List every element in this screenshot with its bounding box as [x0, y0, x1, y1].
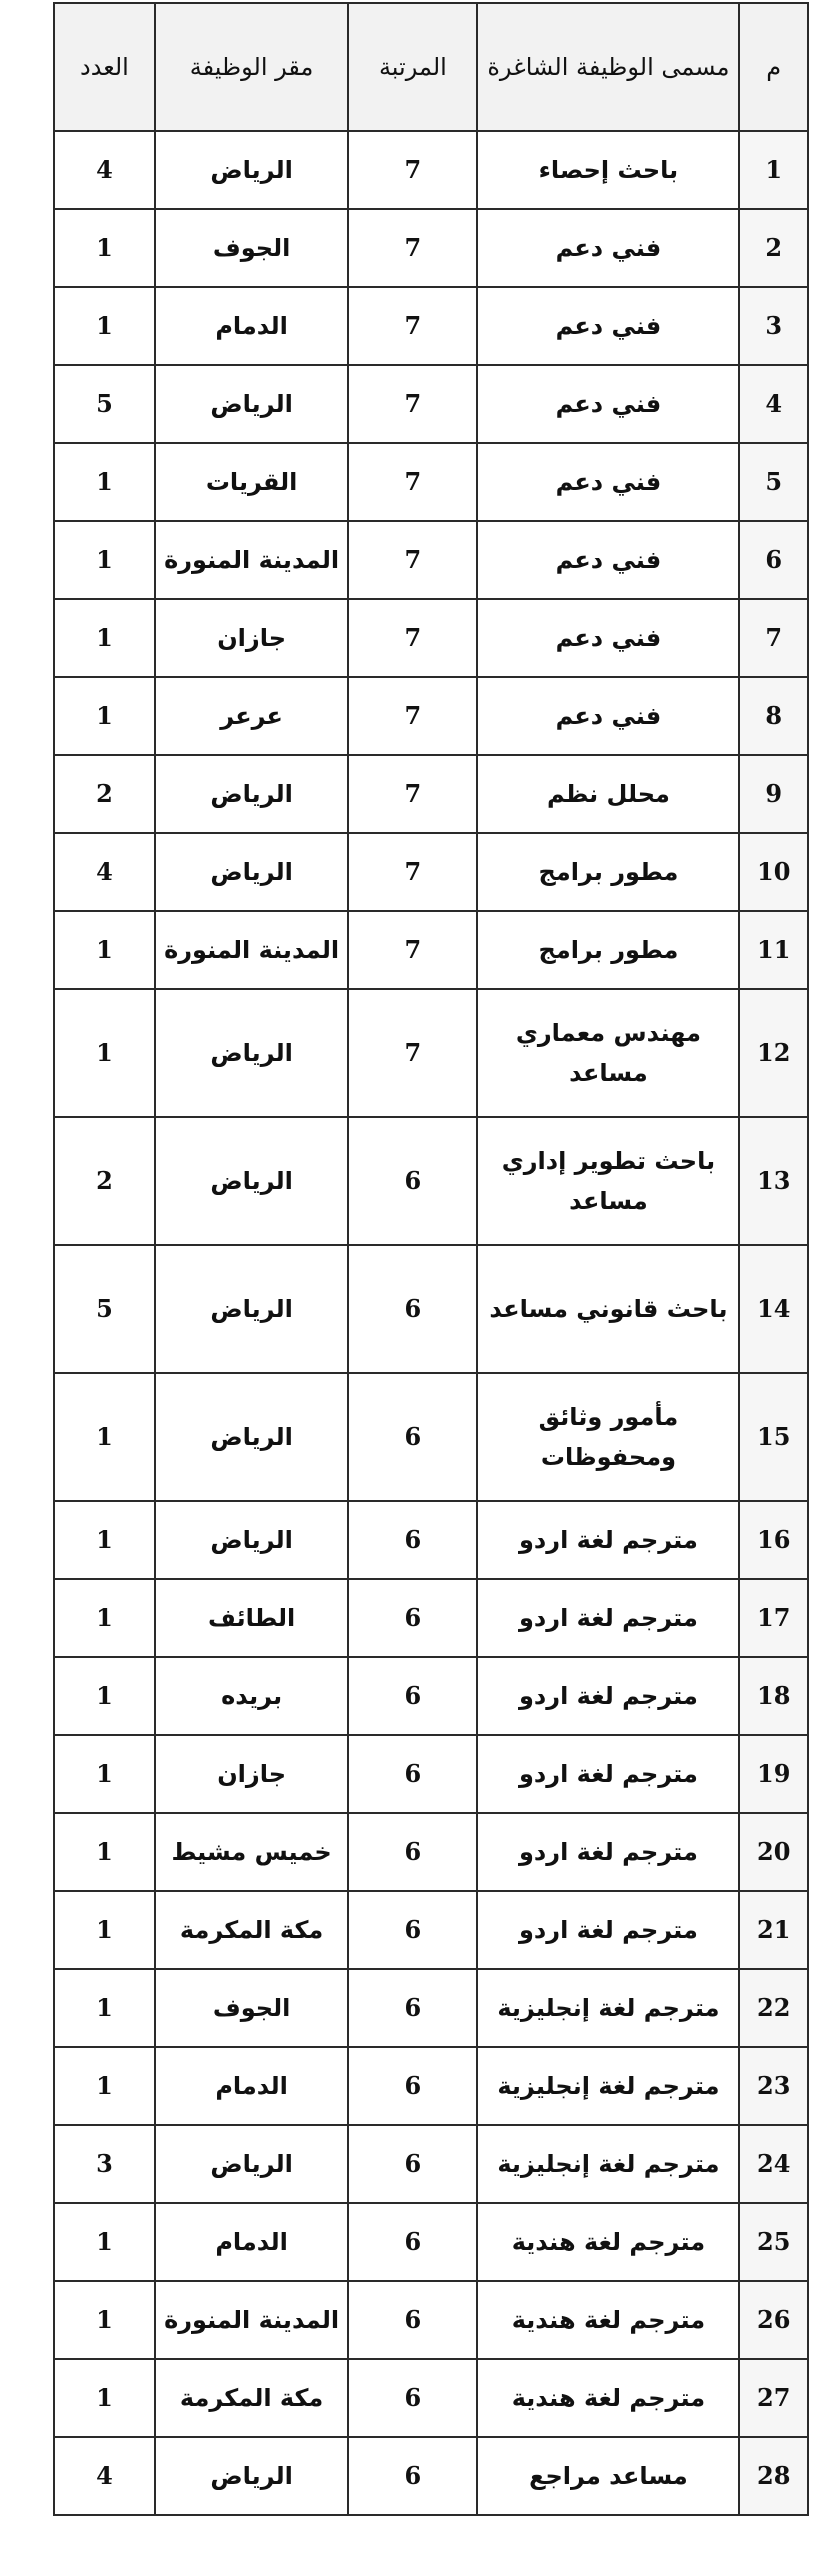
job-rank: 6 — [348, 1813, 477, 1891]
job-title: باحث إحصاء — [477, 131, 739, 209]
job-title: مترجم لغة اردو — [477, 1891, 739, 1969]
job-location: المدينة المنورة — [155, 911, 349, 989]
page-edge — [0, 2556, 829, 2560]
vacancy-count: 5 — [54, 365, 155, 443]
row-number: 23 — [739, 2047, 808, 2125]
row-number: 17 — [739, 1579, 808, 1657]
job-rank: 6 — [348, 2359, 477, 2437]
table-row — [54, 2125, 808, 2203]
job-rank: 6 — [348, 1969, 477, 2047]
job-location: جازان — [155, 599, 349, 677]
job-title: فني دعم — [477, 365, 739, 443]
row-number: 21 — [739, 1891, 808, 1969]
table-row — [54, 209, 808, 287]
table-row — [54, 2359, 808, 2437]
header-location: مقر الوظيفة — [155, 3, 349, 131]
table-row — [54, 2047, 808, 2125]
job-location: الدمام — [155, 2203, 349, 2281]
row-number: 1 — [739, 131, 808, 209]
job-location: الرياض — [155, 1501, 349, 1579]
job-title: محلل نظم — [477, 755, 739, 833]
row-number: 3 — [739, 287, 808, 365]
job-title: مترجم لغة اردو — [477, 1813, 739, 1891]
row-number: 25 — [739, 2203, 808, 2281]
job-location: الرياض — [155, 833, 349, 911]
table-row — [54, 911, 808, 989]
row-number: 9 — [739, 755, 808, 833]
row-number: 12 — [739, 989, 808, 1117]
table-row — [54, 1117, 808, 1245]
job-rank: 7 — [348, 989, 477, 1117]
job-location: عرعر — [155, 677, 349, 755]
row-number: 27 — [739, 2359, 808, 2437]
job-rank: 6 — [348, 1501, 477, 1579]
vacancy-count: 1 — [54, 1891, 155, 1969]
job-location: بريده — [155, 1657, 349, 1735]
job-rank: 7 — [348, 755, 477, 833]
table-row — [54, 521, 808, 599]
job-title: مترجم لغة هندية — [477, 2359, 739, 2437]
row-number: 5 — [739, 443, 808, 521]
vacancy-count: 3 — [54, 2125, 155, 2203]
job-rank: 6 — [348, 1891, 477, 1969]
vacancy-count: 1 — [54, 677, 155, 755]
row-number: 24 — [739, 2125, 808, 2203]
table-row — [54, 755, 808, 833]
job-location: القريات — [155, 443, 349, 521]
table-row — [54, 1245, 808, 1373]
job-rank: 6 — [348, 1117, 477, 1245]
vacancy-count: 1 — [54, 443, 155, 521]
job-location: الجوف — [155, 1969, 349, 2047]
vacancy-count: 1 — [54, 911, 155, 989]
job-rank: 6 — [348, 1373, 477, 1501]
job-location: الطائف — [155, 1579, 349, 1657]
vacancy-count: 1 — [54, 521, 155, 599]
job-rank: 6 — [348, 2047, 477, 2125]
row-number: 4 — [739, 365, 808, 443]
row-number: 13 — [739, 1117, 808, 1245]
job-location: الدمام — [155, 287, 349, 365]
job-rank: 6 — [348, 1735, 477, 1813]
job-rank: 7 — [348, 911, 477, 989]
job-title: مترجم لغة هندية — [477, 2281, 739, 2359]
row-number: 20 — [739, 1813, 808, 1891]
table-row — [54, 599, 808, 677]
job-rank: 6 — [348, 1579, 477, 1657]
vacancy-count: 1 — [54, 1373, 155, 1501]
vacancy-count: 1 — [54, 1579, 155, 1657]
table-row — [54, 677, 808, 755]
job-title: فني دعم — [477, 677, 739, 755]
vacancy-count: 1 — [54, 287, 155, 365]
row-number: 10 — [739, 833, 808, 911]
job-title: مأمور وثائق ومحفوظات — [477, 1373, 739, 1501]
job-location: الرياض — [155, 131, 349, 209]
vacancy-count: 1 — [54, 1657, 155, 1735]
vacancy-count: 1 — [54, 2203, 155, 2281]
vacancy-count: 1 — [54, 1813, 155, 1891]
job-location: الرياض — [155, 2437, 349, 2515]
vacancy-count: 1 — [54, 2359, 155, 2437]
job-location: الرياض — [155, 2125, 349, 2203]
vacancy-count: 4 — [54, 131, 155, 209]
job-location: خميس مشيط — [155, 1813, 349, 1891]
table-row — [54, 2203, 808, 2281]
job-title: مترجم لغة اردو — [477, 1579, 739, 1657]
table-row — [54, 287, 808, 365]
table-row — [54, 443, 808, 521]
row-number: 28 — [739, 2437, 808, 2515]
job-title: فني دعم — [477, 209, 739, 287]
vacancy-count: 2 — [54, 1117, 155, 1245]
job-location: الدمام — [155, 2047, 349, 2125]
vacancy-count: 1 — [54, 989, 155, 1117]
header-num: م — [739, 3, 808, 131]
table-row — [54, 1657, 808, 1735]
vacancy-count: 5 — [54, 1245, 155, 1373]
job-rank: 6 — [348, 2203, 477, 2281]
job-rank: 6 — [348, 1657, 477, 1735]
job-location: الرياض — [155, 755, 349, 833]
job-title: فني دعم — [477, 521, 739, 599]
table-body — [54, 131, 808, 2515]
job-rank: 7 — [348, 365, 477, 443]
job-location: جازان — [155, 1735, 349, 1813]
header-row — [54, 3, 808, 131]
row-number: 18 — [739, 1657, 808, 1735]
job-rank: 7 — [348, 131, 477, 209]
job-rank: 6 — [348, 1245, 477, 1373]
job-rank: 7 — [348, 443, 477, 521]
table-row — [54, 2281, 808, 2359]
job-location: الرياض — [155, 1245, 349, 1373]
job-rank: 7 — [348, 677, 477, 755]
job-location: المدينة المنورة — [155, 521, 349, 599]
table-row — [54, 1501, 808, 1579]
vacancy-count: 2 — [54, 755, 155, 833]
row-number: 6 — [739, 521, 808, 599]
row-number: 7 — [739, 599, 808, 677]
job-title: مساعد مراجع — [477, 2437, 739, 2515]
job-title: مطور برامج — [477, 911, 739, 989]
job-location: الرياض — [155, 1117, 349, 1245]
table-row — [54, 833, 808, 911]
job-title: مطور برامج — [477, 833, 739, 911]
job-title: فني دعم — [477, 599, 739, 677]
row-number: 19 — [739, 1735, 808, 1813]
job-title: مترجم لغة اردو — [477, 1735, 739, 1813]
job-rank: 6 — [348, 2437, 477, 2515]
row-number: 11 — [739, 911, 808, 989]
table-row — [54, 131, 808, 209]
job-location: الرياض — [155, 989, 349, 1117]
table-row — [54, 1579, 808, 1657]
job-title: مترجم لغة اردو — [477, 1501, 739, 1579]
job-title: باحث قانوني مساعد — [477, 1245, 739, 1373]
vacancy-count: 1 — [54, 209, 155, 287]
table-row — [54, 365, 808, 443]
vacancy-count: 4 — [54, 2437, 155, 2515]
table-row — [54, 1373, 808, 1501]
table-row — [54, 1735, 808, 1813]
job-rank: 7 — [348, 287, 477, 365]
job-title: فني دعم — [477, 287, 739, 365]
vacancies-document — [53, 2, 809, 2516]
job-rank: 7 — [348, 833, 477, 911]
vacancy-count: 1 — [54, 1735, 155, 1813]
job-title: مترجم لغة إنجليزية — [477, 1969, 739, 2047]
job-title: مترجم لغة إنجليزية — [477, 2047, 739, 2125]
row-number: 22 — [739, 1969, 808, 2047]
header-rank: المرتبة — [348, 3, 477, 131]
row-number: 14 — [739, 1245, 808, 1373]
vacancy-count: 1 — [54, 1969, 155, 2047]
job-title: مهندس معماري مساعد — [477, 989, 739, 1117]
job-rank: 7 — [348, 521, 477, 599]
header-count: العدد — [54, 3, 155, 131]
job-title: مترجم لغة اردو — [477, 1657, 739, 1735]
job-rank: 7 — [348, 209, 477, 287]
row-number: 26 — [739, 2281, 808, 2359]
vacancy-count: 4 — [54, 833, 155, 911]
vacancy-count: 1 — [54, 2281, 155, 2359]
row-number: 16 — [739, 1501, 808, 1579]
job-location: الرياض — [155, 365, 349, 443]
job-title: باحث تطوير إداري مساعد — [477, 1117, 739, 1245]
row-number: 2 — [739, 209, 808, 287]
job-title: مترجم لغة هندية — [477, 2203, 739, 2281]
table-row — [54, 1969, 808, 2047]
table-row — [54, 989, 808, 1117]
job-rank: 6 — [348, 2125, 477, 2203]
vacancy-count: 1 — [54, 2047, 155, 2125]
job-location: الرياض — [155, 1373, 349, 1501]
job-location: مكة المكرمة — [155, 2359, 349, 2437]
vacancies-table — [53, 2, 809, 2516]
table-row — [54, 2437, 808, 2515]
row-number: 8 — [739, 677, 808, 755]
job-title: مترجم لغة إنجليزية — [477, 2125, 739, 2203]
header-title: مسمى الوظيفة الشاغرة — [477, 3, 739, 131]
job-location: مكة المكرمة — [155, 1891, 349, 1969]
table-row — [54, 1891, 808, 1969]
table-row — [54, 1813, 808, 1891]
job-rank: 7 — [348, 599, 477, 677]
job-location: المدينة المنورة — [155, 2281, 349, 2359]
row-number: 15 — [739, 1373, 808, 1501]
job-location: الجوف — [155, 209, 349, 287]
job-title: فني دعم — [477, 443, 739, 521]
job-rank: 6 — [348, 2281, 477, 2359]
vacancy-count: 1 — [54, 599, 155, 677]
vacancy-count: 1 — [54, 1501, 155, 1579]
